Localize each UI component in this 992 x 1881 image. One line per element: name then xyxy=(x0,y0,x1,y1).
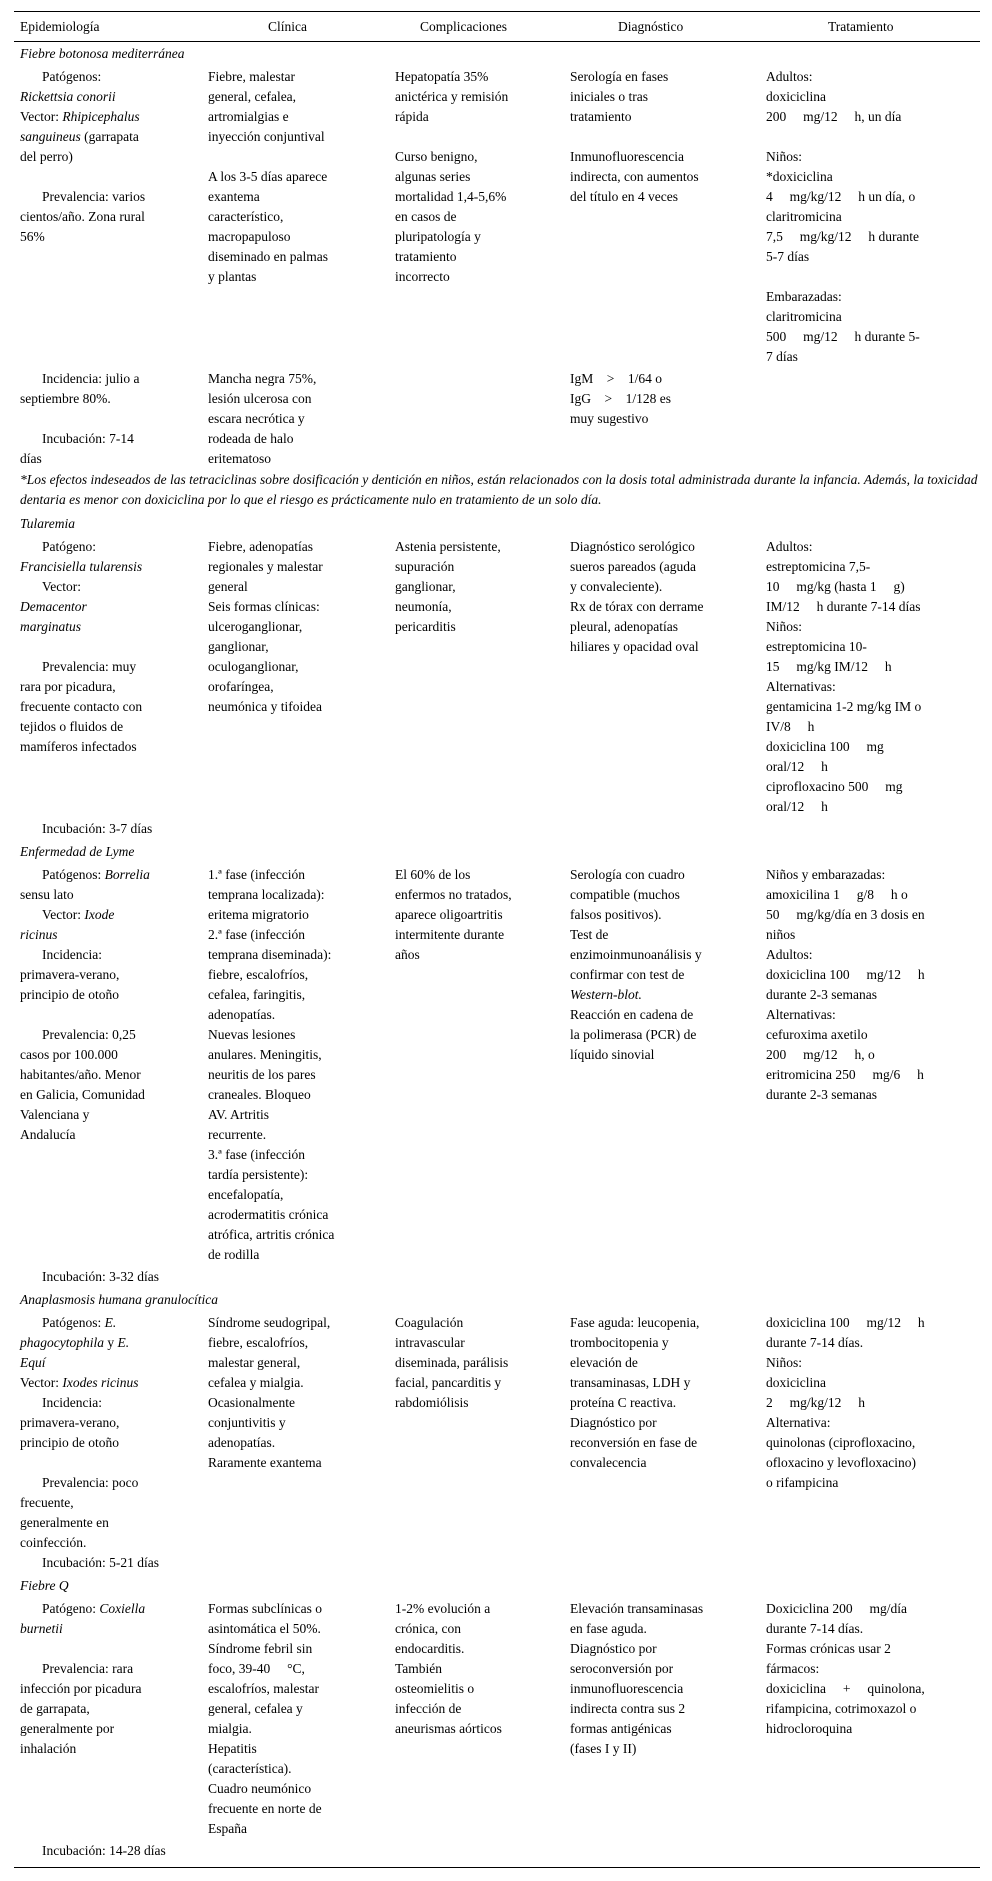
cell-line: general, cefalea, xyxy=(208,89,297,104)
cell-line: y plantas xyxy=(208,269,257,284)
header-tratamiento: Tratamiento xyxy=(828,19,894,34)
cell-line: encefalopatía, xyxy=(208,1187,284,1202)
cell-line: Alternativa: xyxy=(766,1415,831,1430)
cell-line: hiliares y opacidad oval xyxy=(570,639,699,654)
cell-line: oral/12 h xyxy=(766,759,828,774)
cell-line: 56% xyxy=(20,229,45,244)
cell-line: Andalucía xyxy=(20,1127,76,1142)
cell-line: enfermos no tratados, xyxy=(395,887,512,902)
vector-name: ricinus xyxy=(20,927,58,942)
cell-line: Raramente exantema xyxy=(208,1455,322,1470)
cell-line: facial, pancarditis y xyxy=(395,1375,502,1390)
cell-line: Incubación: 3-7 días xyxy=(42,821,153,836)
cell-line: Síndrome seudogripal, xyxy=(208,1315,331,1330)
cell-line: Diagnóstico por xyxy=(570,1641,657,1656)
cell-line: Vector: xyxy=(42,579,81,594)
cell-line: Prevalencia: varios xyxy=(42,189,146,204)
header-complicaciones: Complicaciones xyxy=(420,19,507,34)
cell-line: ciprofloxacino 500 mg xyxy=(766,779,903,794)
header-rule xyxy=(14,41,980,42)
cell-line: rabdomiólisis xyxy=(395,1395,469,1410)
cell-line: característico, xyxy=(208,209,284,224)
cell-line: Síndrome febril sin xyxy=(208,1641,313,1656)
cell-line: Patógenos: E. xyxy=(42,1315,117,1330)
cell-line: Fiebre, malestar xyxy=(208,69,295,84)
vector-name: sanguineus xyxy=(20,129,81,144)
pathogen-name: Coxiella xyxy=(99,1601,146,1616)
cell-line: sueros pareados (aguda xyxy=(570,559,696,574)
cell-line: fármacos: xyxy=(766,1661,820,1676)
cell-line: Alternativas: xyxy=(766,1007,836,1022)
cell-line: líquido sinovial xyxy=(570,1047,655,1062)
cell-line: durante 2-3 semanas xyxy=(766,987,877,1002)
cell-line: inyección conjuntival xyxy=(208,129,325,144)
cell-line: Niños: xyxy=(766,149,803,164)
cell-line: mialgia. xyxy=(208,1721,252,1736)
cell-line: amoxicilina 1 g/8 h o xyxy=(766,887,908,902)
cell-line: lesión ulcerosa con xyxy=(208,391,312,406)
cell-line: adenopatías. xyxy=(208,1435,276,1450)
cell-line: Incidencia: julio a xyxy=(42,371,140,386)
cell-line: Embarazadas: xyxy=(766,289,842,304)
cell-line: septiembre 80%. xyxy=(20,391,111,406)
cell-line: 50 mg/kg/día en 3 dosis en xyxy=(766,907,925,922)
cell-line: (característica). xyxy=(208,1761,292,1776)
cell-line: seroconversión por xyxy=(570,1661,674,1676)
cell-line: y convaleciente). xyxy=(570,579,663,594)
cell-line: Adultos: xyxy=(766,947,813,962)
cell-line: doxiciclina 100 mg xyxy=(766,739,884,754)
section-title: Fiebre Q xyxy=(20,1578,69,1593)
cell-line: generalmente en xyxy=(20,1515,109,1530)
bottom-rule xyxy=(14,1867,980,1868)
pathogen-name: Equí xyxy=(20,1355,46,1370)
cell-line: inmunofluorescencia xyxy=(570,1681,684,1696)
cell-line: También xyxy=(395,1661,443,1676)
vector-name: Ixode xyxy=(84,907,115,922)
cell-line: temprana localizada): xyxy=(208,887,325,902)
cell-line: Incubación: 3-32 días xyxy=(42,1269,159,1284)
cell-line: tratamiento xyxy=(395,249,457,264)
cell-line: gentamicina 1-2 mg/kg IM o xyxy=(766,699,922,714)
cell-line: general xyxy=(208,579,248,594)
cell-line: El 60% de los xyxy=(395,867,471,882)
pathogen-name: E. xyxy=(104,1315,117,1330)
header-epidemiologia: Epidemiología xyxy=(20,19,100,34)
cell-line: Ocasionalmente xyxy=(208,1395,295,1410)
cell-line: IgM > 1/64 o xyxy=(570,371,662,386)
cell-line: Patógenos: Borrelia xyxy=(42,867,150,882)
cell-line: Formas crónicas usar 2 xyxy=(766,1641,891,1656)
cell-line: diseminada, parálisis xyxy=(395,1355,509,1370)
cell-line: neumónica y tifoidea xyxy=(208,699,322,714)
cell-line: regionales y malestar xyxy=(208,559,323,574)
cell-line: temprana diseminada): xyxy=(208,947,332,962)
cell-line: frecuente contacto con xyxy=(20,699,143,714)
pathogen-name: burnetii xyxy=(20,1621,63,1636)
cell-line: 7,5 mg/kg/12 h durante xyxy=(766,229,919,244)
cell-line: Incidencia: xyxy=(42,947,102,962)
cell-line: doxiciclina xyxy=(766,89,826,104)
cell-line: IgG > 1/128 es xyxy=(570,391,671,406)
cell-line xyxy=(20,557,142,577)
pathogen-name: Borrelia xyxy=(104,867,150,882)
cell-line: la polimerasa (PCR) de xyxy=(570,1027,697,1042)
cell-line: Niños y embarazadas: xyxy=(766,867,886,882)
cell-line: Fiebre, adenopatías xyxy=(208,539,313,554)
cell-line: ganglionar, xyxy=(395,579,456,594)
top-rule xyxy=(14,11,980,12)
cell-line: Alternativas: xyxy=(766,679,836,694)
cell-line: Patógenos: xyxy=(42,69,102,84)
cell-line: exantema xyxy=(208,189,260,204)
pathogen-name: Rickettsia conorii xyxy=(20,89,116,104)
cell-line: Vector: Rhipicephalus xyxy=(20,109,140,124)
cell-line: anulares. Meningitis, xyxy=(208,1047,322,1062)
cell-line: en Galicia, Comunidad xyxy=(20,1087,145,1102)
cell-line: estreptomicina 10- xyxy=(766,639,867,654)
cell-line xyxy=(20,597,87,617)
cell-line: formas antigénicas xyxy=(570,1721,672,1736)
cell-line: España xyxy=(208,1821,247,1836)
cell-line: conjuntivitis y xyxy=(208,1415,286,1430)
cell-line: Incubación: 14-28 días xyxy=(42,1843,166,1858)
cell-line: Vector: Ixode xyxy=(42,907,115,922)
cell-line: transaminasas, LDH y xyxy=(570,1375,691,1390)
cell-line: años xyxy=(395,947,420,962)
cell-line: atrófica, artritis crónica xyxy=(208,1227,335,1242)
cell-line: adenopatías. xyxy=(208,1007,276,1022)
cell-line: crónica, con xyxy=(395,1621,461,1636)
cell-line: 4 mg/kg/12 h un día, o xyxy=(766,189,916,204)
cell-line: Adultos: xyxy=(766,69,813,84)
cell-line: cefalea, faringitis, xyxy=(208,987,306,1002)
cell-line: del perro) xyxy=(20,149,73,164)
cell-line: 2.ª fase (infección xyxy=(208,927,306,942)
cell-line: pericarditis xyxy=(395,619,456,634)
cell-line: infección por picadura xyxy=(20,1681,142,1696)
cell-line: habitantes/año. Menor xyxy=(20,1067,141,1082)
cell-line: quinolonas (ciprofloxacino, xyxy=(766,1435,916,1450)
cell-line: IV/8 h xyxy=(766,719,815,734)
vector-name: Ixodes ricinus xyxy=(62,1375,139,1390)
cell-line: Reacción en cadena de xyxy=(570,1007,694,1022)
cell-line: Patógeno: Coxiella xyxy=(42,1601,146,1616)
cell-line: 1-2% evolución a xyxy=(395,1601,491,1616)
cell-line: 15 mg/kg IM/12 h xyxy=(766,659,892,674)
cell-line: sanguineus (garrapata xyxy=(20,129,139,144)
cell-line: primavera-verano, xyxy=(20,967,120,982)
cell-line: Mancha negra 75%, xyxy=(208,371,317,386)
cell-line: tratamiento xyxy=(570,109,632,124)
pathogen-name: Francisiella tularensis xyxy=(20,559,143,574)
vector-name: Rhipicephalus xyxy=(62,109,140,124)
cell-line: rifampicina, cotrimoxazol o xyxy=(766,1701,917,1716)
cell-line: escalofríos, malestar xyxy=(208,1681,319,1696)
cell-line: Nuevas lesiones xyxy=(208,1027,296,1042)
cell-line: escara necrótica y xyxy=(208,411,305,426)
cell-line: principio de otoño xyxy=(20,1435,119,1450)
cell-line: coinfección. xyxy=(20,1535,87,1550)
cell-line: Niños: xyxy=(766,619,803,634)
cell-line: elevación de xyxy=(570,1355,638,1370)
cell-line xyxy=(20,87,116,107)
cell-line: anictérica y remisión xyxy=(395,89,509,104)
cell-line: oculoganglionar, xyxy=(208,659,299,674)
cell-line: osteomielitis o xyxy=(395,1681,475,1696)
cell-line: compatible (muchos xyxy=(570,887,680,902)
cell-line: Test de xyxy=(570,927,609,942)
cell-line: durante 7-14 días. xyxy=(766,1335,864,1350)
cell-line: Prevalencia: poco xyxy=(42,1475,139,1490)
cell-line: aneurismas aórticos xyxy=(395,1721,502,1736)
cell-line: intermitente durante xyxy=(395,927,505,942)
cell-line xyxy=(570,985,642,1005)
cell-line: principio de otoño xyxy=(20,987,119,1002)
vector-name: Demacentor xyxy=(20,599,87,614)
cell-line: recurrente. xyxy=(208,1127,267,1142)
cell-line: 10 mg/kg (hasta 1 g) xyxy=(766,579,905,594)
cell-line: Rx de tórax con derrame xyxy=(570,599,704,614)
cell-line: de rodilla xyxy=(208,1247,260,1262)
cell-line: niños xyxy=(766,927,796,942)
cell-line: Adultos: xyxy=(766,539,813,554)
section-title: Fiebre botonosa mediterránea xyxy=(20,46,185,61)
cell-line: rodeada de halo xyxy=(208,431,294,446)
cell-line: iniciales o tras xyxy=(570,89,648,104)
cell-line: *doxiciclina xyxy=(766,169,833,184)
cell-line xyxy=(20,617,81,637)
cell-line: mamíferos infectados xyxy=(20,739,137,754)
pathogen-name: E. xyxy=(117,1335,130,1350)
cell-line: algunas series xyxy=(395,169,471,184)
cell-line: Incidencia: xyxy=(42,1395,102,1410)
cell-line: infección de xyxy=(395,1701,462,1716)
cell-line: ulceroganglionar, xyxy=(208,619,303,634)
cell-line xyxy=(20,1353,46,1373)
cell-line: A los 3-5 días aparece xyxy=(208,169,328,184)
cell-line: eritematoso xyxy=(208,451,271,466)
cell-line: estreptomicina 7,5- xyxy=(766,559,871,574)
footnote: *Los efectos indeseados de las tetraciclinas sobre dosificación y dentición en niños, están relacionados con la dosis total administrada durante la infancia. Además, la toxicidad dentaria es menor con doxiciclina por lo que el riesgo es prácticamente nulo en tratamiento de un solo día. xyxy=(20,472,978,507)
section-title: Anaplasmosis humana granulocítica xyxy=(20,1292,218,1307)
vector-name: marginatus xyxy=(20,619,82,634)
cell-line: frecuente en norte de xyxy=(208,1801,322,1816)
cell-line: de garrapata, xyxy=(20,1701,90,1716)
cell-line: Prevalencia: muy xyxy=(42,659,137,674)
cell-line: indirecta contra sus 2 xyxy=(570,1701,686,1716)
cell-line: falsos positivos). xyxy=(570,907,662,922)
cell-line: doxiciclina xyxy=(766,1375,826,1390)
cell-line: 500 mg/12 h durante 5- xyxy=(766,329,920,344)
cell-line: Formas subclínicas o xyxy=(208,1601,322,1616)
cell-line: tardía persistente): xyxy=(208,1167,309,1182)
cell-line: Curso benigno, xyxy=(395,149,478,164)
cell-line: acrodermatitis crónica xyxy=(208,1207,329,1222)
cell-line: Seis formas clínicas: xyxy=(208,599,320,614)
cell-line: Valenciana y xyxy=(20,1107,90,1122)
cell-line: intravascular xyxy=(395,1335,465,1350)
cell-line: fiebre, escalofríos, xyxy=(208,967,309,982)
cell-line: 2 mg/kg/12 h xyxy=(766,1395,866,1410)
cell-line: rápida xyxy=(395,109,429,124)
cell-line: fiebre, escalofríos, xyxy=(208,1335,309,1350)
cell-line: 3.ª fase (infección xyxy=(208,1147,306,1162)
cell-line: Incubación: 5-21 días xyxy=(42,1555,159,1570)
cell-line: reconversión en fase de xyxy=(570,1435,698,1450)
cell-line: durante 7-14 días. xyxy=(766,1621,864,1636)
cell-line: doxiciclina + quinolona, xyxy=(766,1681,925,1696)
cell-line: Serología con cuadro xyxy=(570,867,685,882)
cell-line: tejidos o fluidos de xyxy=(20,719,124,734)
cell-line: confirmar con test de xyxy=(570,967,685,982)
cell-line: durante 2-3 semanas xyxy=(766,1087,877,1102)
header-diagnostico: Diagnóstico xyxy=(618,19,684,34)
cell-line: eritromicina 250 mg/6 h xyxy=(766,1067,924,1082)
cell-line: muy sugestivo xyxy=(570,411,649,426)
cell-line: Astenia persistente, xyxy=(395,539,501,554)
cell-line: claritromicina xyxy=(766,309,842,324)
header-clinica: Clínica xyxy=(268,19,307,34)
cell-line: casos por 100.000 xyxy=(20,1047,118,1062)
cell-line: frecuente, xyxy=(20,1495,74,1510)
cell-line: Patógeno: xyxy=(42,539,96,554)
cell-line: 200 mg/12 h, o xyxy=(766,1047,875,1062)
section-title: Enfermedad de Lyme xyxy=(20,844,135,859)
cell-line: pluripatología y xyxy=(395,229,481,244)
cell-line: sensu lato xyxy=(20,887,74,902)
cell-line: en casos de xyxy=(395,209,457,224)
cell-line: convalecencia xyxy=(570,1455,647,1470)
cell-line xyxy=(20,1619,63,1639)
cell-line: Doxiciclina 200 mg/día xyxy=(766,1601,907,1616)
cell-line: Cuadro neumónico xyxy=(208,1781,312,1796)
cell-line: diseminado en palmas xyxy=(208,249,328,264)
cell-line: Hepatitis xyxy=(208,1741,257,1756)
cell-line: IM/12 h durante 7-14 días xyxy=(766,599,921,614)
cell-line: en fase aguda. xyxy=(570,1621,647,1636)
cell-line: neuritis de los pares xyxy=(208,1067,316,1082)
cell-line: 7 días xyxy=(766,349,798,364)
cell-line: 1.ª fase (infección xyxy=(208,867,306,882)
cell-line: (fases I y II) xyxy=(570,1741,637,1756)
cell-line: general, cefalea y xyxy=(208,1701,303,1716)
cell-line: rara por picadura, xyxy=(20,679,116,694)
cell-line: Hepatopatía 35% xyxy=(395,69,489,84)
cell-line: endocarditis. xyxy=(395,1641,465,1656)
cell-line: craneales. Bloqueo xyxy=(208,1087,311,1102)
cell-line: neumonía, xyxy=(395,599,452,614)
cell-line: Prevalencia: rara xyxy=(42,1661,134,1676)
cell-line: cientos/año. Zona rural xyxy=(20,209,145,224)
cell-line: malestar general, xyxy=(208,1355,301,1370)
cell-line: artromialgias e xyxy=(208,109,289,124)
cell-line: Niños: xyxy=(766,1355,803,1370)
cell-line: Diagnóstico por xyxy=(570,1415,657,1430)
cell-line: orofaríngea, xyxy=(208,679,274,694)
cell-line: claritromicina xyxy=(766,209,842,224)
cell-line: Fase aguda: leucopenia, xyxy=(570,1315,700,1330)
cell-line: incorrecto xyxy=(395,269,450,284)
cell-line: Coagulación xyxy=(395,1315,464,1330)
cell-line: 5-7 días xyxy=(766,249,810,264)
cell-line: phagocytophila y E. xyxy=(20,1335,130,1350)
cell-line: aparece oligoartritis xyxy=(395,907,503,922)
cell-line: hidrocloroquina xyxy=(766,1721,853,1736)
cell-line: pleural, adenopatías xyxy=(570,619,678,634)
cell-line: Elevación transaminasas xyxy=(570,1601,704,1616)
cell-line: mortalidad 1,4-5,6% xyxy=(395,189,507,204)
cell-line: trombocitopenia y xyxy=(570,1335,669,1350)
cell-line: cefalea y mialgia. xyxy=(208,1375,304,1390)
cell-line: o rifampicina xyxy=(766,1475,839,1490)
cell-line: generalmente por xyxy=(20,1721,115,1736)
cell-line: ganglionar, xyxy=(208,639,269,654)
cell-line xyxy=(20,925,58,945)
cell-line: proteína C reactiva. xyxy=(570,1395,677,1410)
cell-line: enzimoinmunoanálisis y xyxy=(570,947,702,962)
cell-line: AV. Artritis xyxy=(208,1107,270,1122)
cell-line: Diagnóstico serológico xyxy=(570,539,695,554)
pathogen-name: phagocytophila xyxy=(20,1335,104,1350)
cell-line: primavera-verano, xyxy=(20,1415,120,1430)
cell-line: Serología en fases xyxy=(570,69,669,84)
section-title: Tularemia xyxy=(20,516,76,531)
cell-line: foco, 39-40 °C, xyxy=(208,1661,305,1676)
test-name: Western-blot. xyxy=(570,987,642,1002)
cell-line: indirecta, con aumentos xyxy=(570,169,699,184)
cell-line: Vector: Ixodes ricinus xyxy=(20,1375,139,1390)
cell-line: inhalación xyxy=(20,1741,77,1756)
cell-line: asintomática el 50%. xyxy=(208,1621,321,1636)
cell-line: macropapuloso xyxy=(208,229,291,244)
cell-line: Incubación: 7-14 xyxy=(42,431,134,446)
cell-line: cefuroxima axetilo xyxy=(766,1027,868,1042)
cell-line: ofloxacino y levofloxacino) xyxy=(766,1455,916,1470)
cell-line: eritema migratorio xyxy=(208,907,309,922)
cell-line: oral/12 h xyxy=(766,799,828,814)
cell-line: supuración xyxy=(395,559,455,574)
cell-line: 200 mg/12 h, un día xyxy=(766,109,902,124)
cell-line: días xyxy=(20,451,42,466)
cell-line: doxiciclina 100 mg/12 h xyxy=(766,1315,925,1330)
cell-line: Inmunofluorescencia xyxy=(570,149,684,164)
cell-line: del título en 4 veces xyxy=(570,189,678,204)
cell-line: Prevalencia: 0,25 xyxy=(42,1027,136,1042)
cell-line: doxiciclina 100 mg/12 h xyxy=(766,967,925,982)
